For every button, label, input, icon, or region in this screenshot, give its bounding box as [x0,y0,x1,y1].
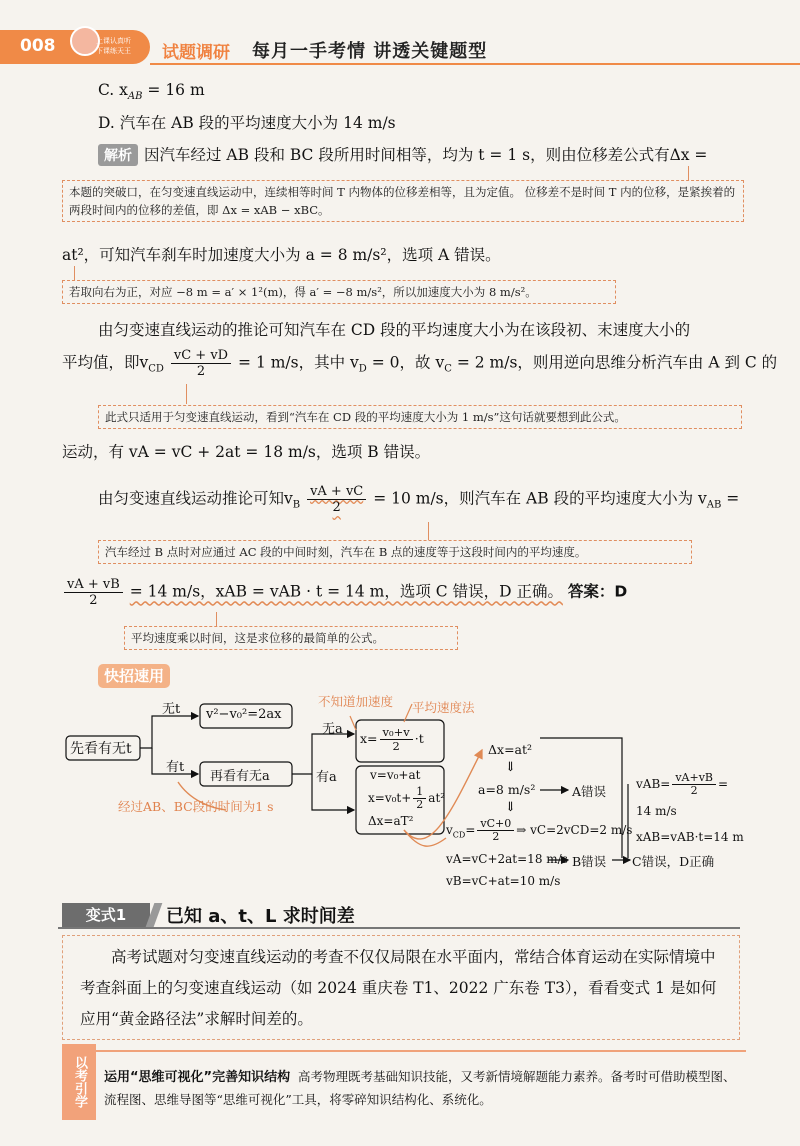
annotation-note-4: 汽车经过 B 点时对应通过 AC 段的中间时刻，汽车在 B 点的速度等于这段时间内的平均速度。 [98,540,692,564]
answer: 答案：D [567,582,628,601]
flow-no-a: 无a [322,722,343,737]
note-arrow [428,522,429,540]
flow-check-a: 再看有无a [210,769,270,784]
header-rule [150,63,800,65]
flow-va: vA=vC+2at=18 m/s [446,852,568,866]
flow-xab: xAB=vAB·t=14 m [636,830,744,844]
note-arrow [216,612,217,626]
page-number: 008 [20,36,56,56]
footer-tab: 以考引学 [62,1044,96,1120]
analysis-line-2: at²，可知汽车刹车时加速度大小为 a = 8 m/s²，选项 A 错误。 [62,246,501,264]
footer-text: 运用“思维可视化”完善知识结构 高考物理既考基础知识技能，又考新情境解题能力素养。备考时可借助模型图、流程图、思维导图等“思维可视化”工具，将零碎知识结构化、系统化。 [104,1069,736,1107]
flow-vb: vB=vC+at=10 m/s [446,874,561,888]
flow-implies-1: ⇓ [505,760,516,775]
flow-time-note: 经过AB、BC段的时间为1 s [118,799,274,814]
analysis-line-7: $\frac{vA + vB}{2}$ = 14 m/s，xAB = vAB · t = 14 m，选项 C 错误，D 正确。 答案：D [62,577,627,608]
header-slogan: 每月一手考情 讲透关键题型 [252,41,488,62]
flow-no-t: 无t [162,702,181,717]
quick-method-title: 快招速用 [98,664,170,688]
annotation-note-2: 若取向右为正，对应 −8 m = a′ × 1²(m)，得 a′ = −8 m/s²，所以加速度大小为 8 m/s²。 [62,280,616,304]
note-arrow [688,166,689,180]
flow-vab: vAB= $\frac{vA+vB}{2}$ = [636,771,729,797]
annotation-note-1: 本题的突破口，在匀变速直线运动中，连续相等时间 T 内物体的位移差相等，且为定值。 位移差不是时间 T 内的位移，是紧挨着的两段时间内的位移的差值，即 Δx = xAB − xBC。 [62,180,744,222]
variant-title: 已知 a、t、L 求时间差 [166,906,355,927]
series-title: 试题调研 [162,43,230,63]
flow-a-value: a=8 m/s² [478,782,536,797]
analysis-line-6: 由匀变速直线运动推论可知$v_B$ $\frac{vA + vC}{2}$ = 10 m/s，则汽车在 AB 段的平均速度大小为 $v_{AB}$ = [98,484,740,515]
flow-formula-v: v=v₀+at [370,768,421,782]
logo-line-2: 下课练天王 [96,47,131,55]
flow-implies-2: ⇓ [505,800,516,815]
flow-has-a: 有a [316,770,337,785]
fraction-vab: $\frac{vA + vB}{2}$ [64,577,123,608]
fraction-vcd: $\frac{vC + vD}{2}$ [171,348,231,379]
flow-b-wrong: B错误 [572,854,607,869]
flow-formula-dx: Δx=aT² [368,814,414,828]
fraction-vb: $\frac{vA + vC}{2}$ [307,484,366,515]
flow-vab-value: 14 m/s [636,804,677,818]
publisher-logo [70,26,140,66]
note-arrow [186,384,187,404]
annotation-note-3: 此式只适用于匀变速直线运动，看到“汽车在 CD 段的平均速度大小为 1 m/s”这句话就要想到此公式。 [98,405,742,429]
variant-tag: 变式1 [62,903,150,927]
logo-line-1: 上课认真听 [96,37,131,45]
flow-a-wrong: A错误 [572,784,607,799]
note-arrow [74,266,75,280]
flow-cd-result: C错误，D正确 [632,854,715,869]
flow-start: 先看有无t [70,741,132,757]
variant-text: 高考试题对匀变速直线运动的考查不仅仅局限在水平面内，常结合体育运动在实际情境中考查斜面上的匀变速直线运动（如 2024 重庆卷 T1、2022 广东卷 T3），看看变式 1 是如何应用“黄金路径法”求解时间差的。 [80,948,717,1028]
flow-formula-x: x=v₀t+ $\frac{1}{2}$ at² [368,785,446,811]
footer-rule [96,1050,746,1052]
analysis-line-4: 平均值，即$v_{CD}$ $\frac{vC + vD}{2}$ = 1 m/s，其中 $v_D = 0$，故 $v_C = 2$ m/s，则用逆向思维分析汽车由 A 到 C 的 [62,348,778,379]
analysis-line-1: 解析 因汽车经过 AB 段和 BC 段所用时间相等，均为 t = 1 s，则由位移差公式有Δx = [98,143,707,166]
option-c: C. $x_{AB} = 16$ m [98,81,205,103]
flow-no-accel-note: 不知道加速度 [318,694,394,709]
analysis-line-3: 由匀变速直线运动的推论可知汽车在 CD 段的平均速度大小为在该段初、末速度大小的 [98,321,691,339]
variant-rule [58,927,740,929]
flow-vcd: $v_{CD}=$ $\frac{vC+0}{2}$ ⇒ vC=2vCD=2 m/s [446,817,633,843]
annotation-note-5: 平均速度乘以时间，这是求位移的最简单的公式。 [124,626,458,650]
analysis-tag: 解析 [98,144,138,166]
flow-formula-v2: v²−v₀²=2ax [206,707,282,722]
flow-formula-avg: x= $\frac{\text{v₀+v}}{2}$ ·t [360,725,424,753]
flow-avg-method: 平均速度法 [412,700,475,715]
flow-dx: Δx=at² [488,742,533,757]
option-d: D. 汽车在 AB 段的平均速度大小为 14 m/s [98,114,396,132]
flow-has-t: 有t [166,760,185,775]
analysis-line-5: 运动，有 vA = vC + 2at = 18 m/s，选项 B 错误。 [62,443,431,461]
